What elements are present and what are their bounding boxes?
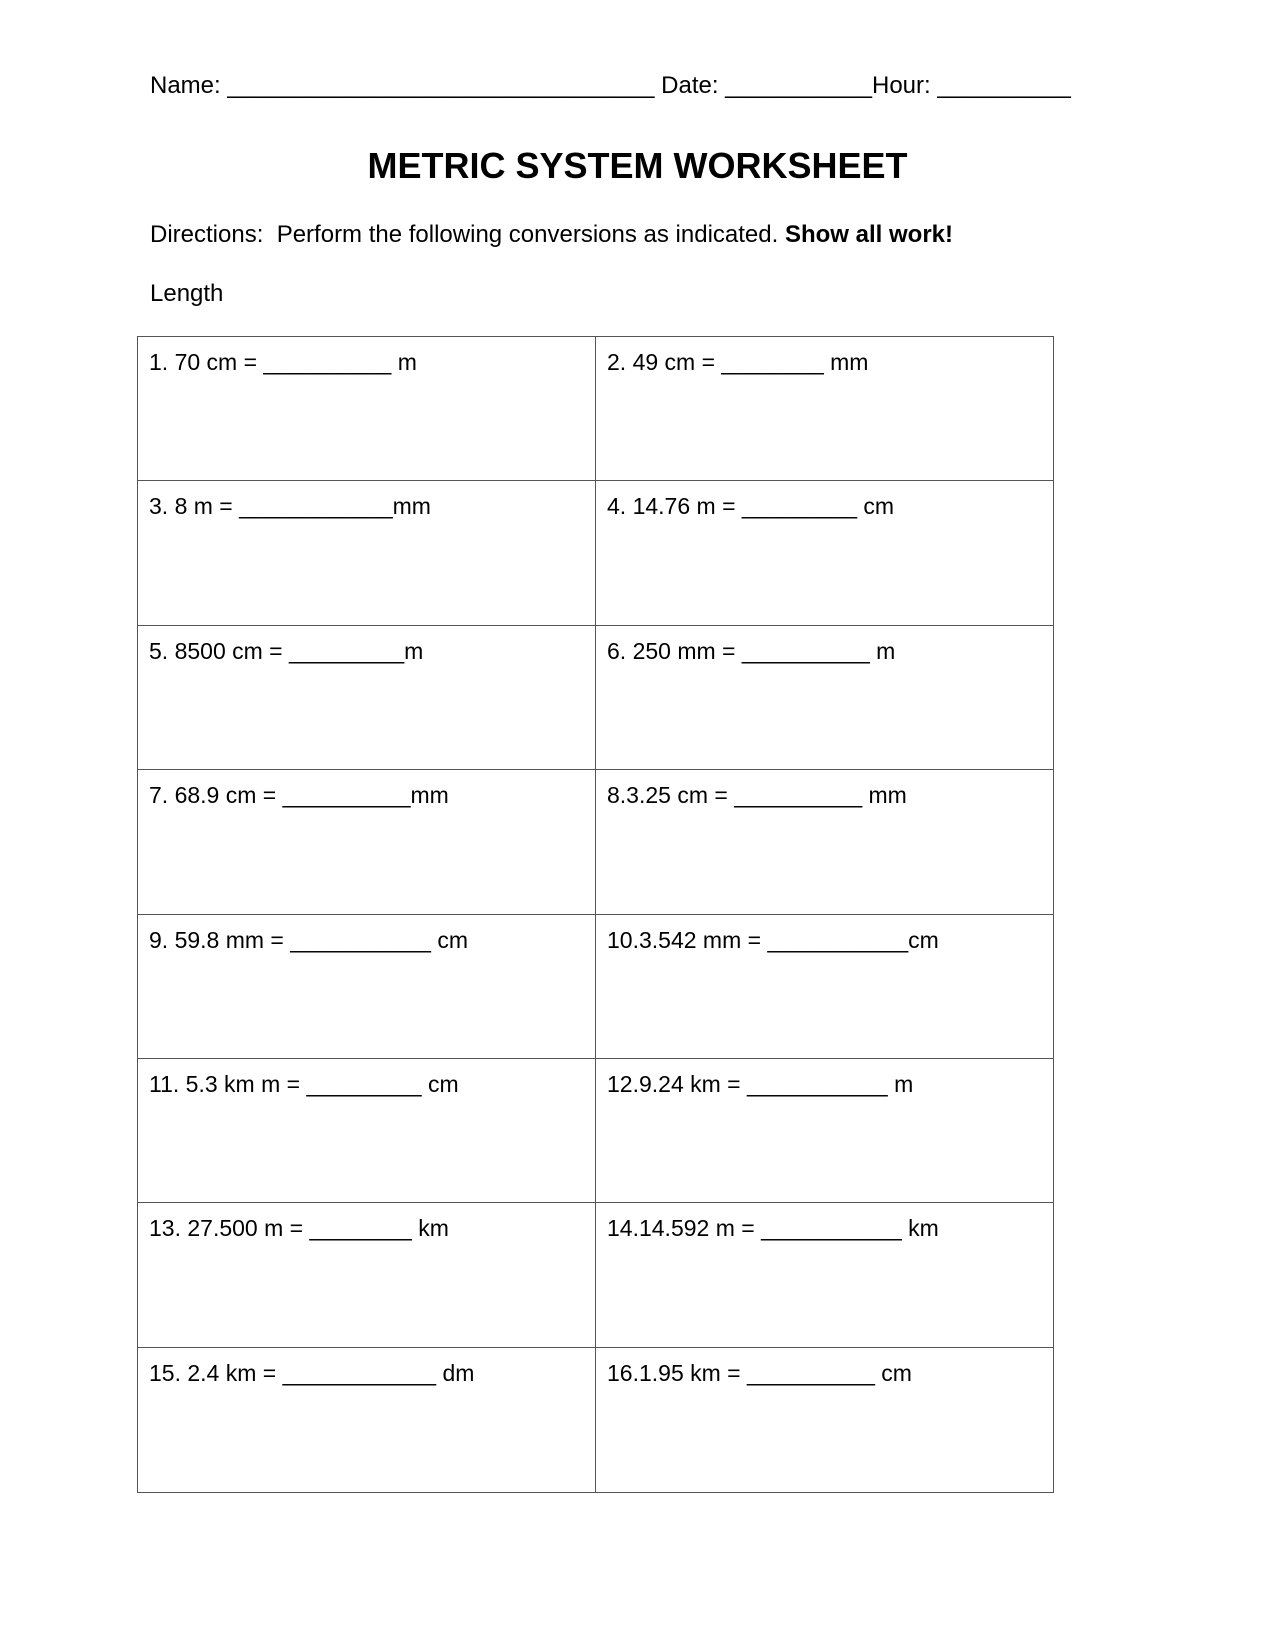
problem-cell: 14.14.592 m = ___________ km xyxy=(596,1203,1053,1347)
worksheet-title: METRIC SYSTEM WORKSHEET xyxy=(367,145,908,186)
problem-cell: 9. 59.8 mm = ___________ cm xyxy=(138,915,596,1059)
problem-cell: 15. 2.4 km = ____________ dm xyxy=(138,1348,596,1492)
problem-cell: 2. 49 cm = ________ mm xyxy=(596,337,1053,481)
directions-text: Directions: Perform the following conversions as indicated. xyxy=(150,221,785,248)
problem-grid xyxy=(137,336,1054,1493)
problem-cell: 5. 8500 cm = _________m xyxy=(138,626,596,770)
problem-cell: 7. 68.9 cm = __________mm xyxy=(138,770,596,914)
directions-emphasis: Show all work! xyxy=(784,221,953,248)
problem-cell: 13. 27.500 m = ________ km xyxy=(138,1203,596,1347)
problem-cell: 6. 250 mm = __________ m xyxy=(596,626,1053,770)
problem-cell: 16.1.95 km = __________ cm xyxy=(607,1359,912,1386)
problem-cell: 11. 5.3 km m = _________ cm xyxy=(138,1059,596,1203)
problem-cell: 10.3.542 mm = ___________cm xyxy=(596,915,1053,1059)
problem-cell: 12.9.24 km = ___________ m xyxy=(596,1059,1053,1203)
directions xyxy=(150,221,953,249)
section-label-length: Length xyxy=(150,280,224,307)
problem-cell: 4. 14.76 m = _________ cm xyxy=(596,481,1053,625)
problem-cell: 3. 8 m = ____________mm xyxy=(138,481,596,625)
problem-cell: 8.3.25 cm = __________ mm xyxy=(596,770,1053,914)
problem-cell: 1. 70 cm = __________ m xyxy=(138,337,596,481)
student-info-line: Name: ________________________________ Date: ___________Hour: __________ xyxy=(150,72,1071,99)
